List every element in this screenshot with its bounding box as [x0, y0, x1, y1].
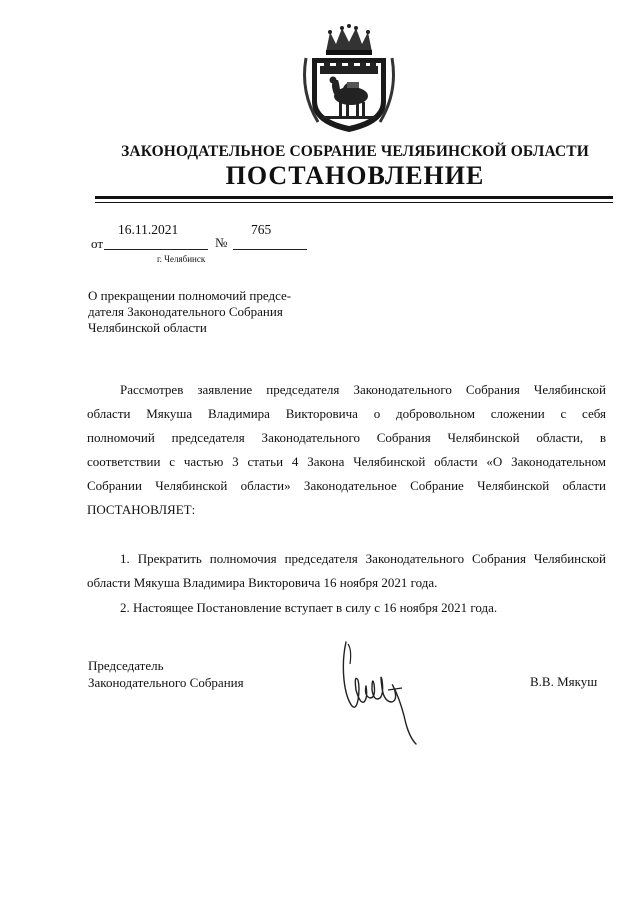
document-type-title: ПОСТАНОВЛЕНИЕ: [225, 161, 485, 190]
paragraph-line: полномочий председателя Законодательного Собрания Челябинской области, в: [87, 430, 606, 445]
city-label: г. Челябинск: [157, 254, 206, 264]
organization-title: ЗАКОНОДАТЕЛЬНОЕ СОБРАНИЕ ЧЕЛЯБИНСКОЙ ОБЛАСТИ: [121, 143, 589, 160]
signatory-position: [88, 657, 244, 691]
resolution-item-1: [87, 547, 606, 595]
item-line: 1. Прекратить полномочия председателя Законодательного Собрания Челябинской: [120, 551, 606, 566]
paragraph-line: соответствии с частью 3 статьи 4 Закона Челябинской области «О Законодательном: [87, 454, 606, 469]
document-subject: [88, 288, 328, 336]
number-underline: [233, 249, 307, 250]
paragraph-line: области Мякуша Владимира Викторовича о добровольном сложении с себя: [87, 406, 606, 421]
position-line: Законодательного Собрания: [88, 675, 244, 690]
number-prefix-label: №: [215, 235, 228, 250]
resolution-item-2: 2. Настоящее Постановление вступает в силу с 16 ноября 2021 года.: [120, 600, 498, 615]
header-rule-thin: [95, 202, 613, 203]
coat-of-arms-icon: [296, 22, 402, 134]
paragraph-line: Рассмотрев заявление председателя Законодательного Собрания Челябинской: [120, 382, 606, 397]
subject-line: Челябинской области: [88, 320, 207, 335]
handwritten-signature: [336, 640, 420, 746]
position-line: Председатель: [88, 658, 164, 673]
paragraph-line: ПОСТАНОВЛЯЕТ:: [87, 502, 196, 517]
subject-line: О прекращении полномочий предсе-: [88, 288, 292, 303]
date-underline: [104, 249, 208, 250]
date-prefix-label: от: [91, 236, 104, 251]
header-rule-thick: [95, 196, 613, 199]
signatory-name: В.В. Мякуш: [530, 674, 598, 689]
document-number: 765: [251, 222, 272, 237]
preamble-paragraph: [87, 378, 606, 522]
subject-line: дателя Законодательного Собрания: [88, 304, 283, 319]
paragraph-line: Собрании Челябинской области» Законодательное Собрание Челябинской области: [87, 478, 606, 493]
document-date: 16.11.2021: [118, 222, 179, 237]
item-line: области Мякуша Владимира Викторовича 16 ноября 2021 года.: [87, 575, 438, 590]
